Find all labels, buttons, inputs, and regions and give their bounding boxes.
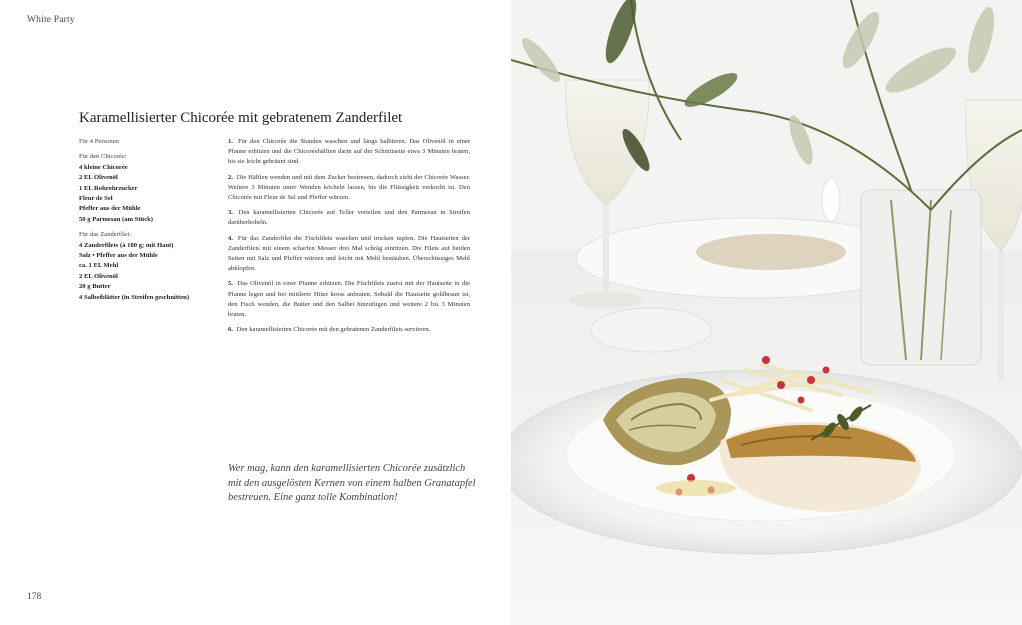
step-text: Das Olivenöl in einer Pfanne erhitzen. Die Fischfilets zuerst mit der Hautseite in die Pfanne legen und bei mittlerer Hitze kross anbraten. Sobald die Hautseite goldbraun ist, den Fisch wenden, die Butter und den Salbei hinzufügen und weitere 2 bis 3 Minuten braten. (228, 280, 470, 319)
ingredients-column (79, 137, 219, 308)
serving-tip: Wer mag, kann den karamellisierten Chicorée zusätzlich mit den ausgelösten Kernen von einem halben Granatapfel bestreuen. Eine ganz tolle Kombination! (228, 463, 476, 504)
ingredient-item: 20 g Butter (79, 283, 111, 291)
ingredient-item: 4 Salbeiblätter (in Streifen geschnitten) (79, 293, 190, 301)
step (228, 208, 470, 228)
ingredient-item: 1 EL Rohrohrzucker (79, 184, 138, 192)
servings: Für 4 Personen (79, 138, 119, 145)
step (228, 234, 470, 275)
vase (861, 190, 981, 365)
ingredient-item: 2 EL Olivenöl (79, 272, 118, 280)
step (228, 325, 470, 335)
step (228, 173, 470, 204)
page-number: 178 (27, 592, 42, 602)
back-plate-food (696, 234, 846, 270)
ingredient-item: Pfeffer aus der Mühle (79, 205, 141, 213)
step-text: Den karamellisierten Chicorée auf Teller verteilen und den Parmesan in Streifen darüberhobeln. (228, 209, 471, 227)
steps-column (228, 137, 470, 340)
step-number: 1. (228, 138, 233, 145)
step-text: Die Hälften wenden und mit dem Zucker bestreuen, dadurch zieht der Chicorée Wasser. Weitere 3 Minuten unter Wenden köcheln lassen, bis die Flüssigkeit verkocht ist. Den Chicorée mit Fleur de Sel und Pfeffer würzen. (228, 173, 470, 202)
step-number: 3. (228, 209, 233, 217)
running-head: White Party (27, 15, 75, 25)
dish-photo (511, 0, 1022, 625)
step-text: Für das Zanderfilet die Fischfilets waschen und trocken tupfen. Die Hautseiten der Zanderfilets mit einem scharfen Messer drei Mal schräg einritzen. Die Filets auf beiden Seiten mit Salz und Pfeffer würzen und leicht mit Mehl bestäuben. Überschüssiges Mehl abklopfen. (228, 234, 470, 273)
ingredient-item: ca. 1 EL Mehl (79, 262, 119, 270)
step (228, 137, 470, 168)
ingredient-item: 50 g Parmesan (am Stück) (79, 215, 153, 223)
dish-photo-illustration (511, 0, 1022, 625)
step-number: 2. (228, 173, 233, 181)
step-text: Den karamellisierten Chicorée mit den gebratenen Zanderfilets servieren. (236, 326, 431, 334)
small-bowl (591, 308, 711, 352)
ingredient-group-title: Für den Chicorée: (79, 153, 127, 161)
step-number: 5. (228, 280, 233, 288)
ingredient-group (79, 230, 219, 303)
ingredient-item: 2 EL Olivenöl (79, 174, 118, 182)
ingredient-group-title: Für das Zanderfilet: (79, 231, 132, 239)
ingredient-item: Salz • Pfeffer aus der Mühle (79, 252, 158, 260)
ingredient-group (79, 152, 219, 225)
recipe-title: Karamellisierter Chicorée mit gebratenem Zanderfilet (79, 110, 403, 126)
step-number: 4. (228, 234, 233, 242)
ingredient-item: 4 Zanderfilets (à 100 g; mit Haut) (79, 241, 174, 249)
butter-sauce (656, 480, 736, 496)
step (228, 279, 470, 320)
step-number: 6. (228, 326, 233, 334)
step-text: Für den Chicorée die Stauden waschen und längs halbieren. Das Olivenöl in einer Pfanne erhitzen und die Chicoréehälften darin auf der Schnittseite etwa 3 Minuten braten, bis sie leicht gebräunt sind. (228, 138, 470, 166)
ingredient-item: 4 kleine Chicorée (79, 163, 128, 171)
ingredient-item: Fleur de Sel (79, 195, 113, 203)
